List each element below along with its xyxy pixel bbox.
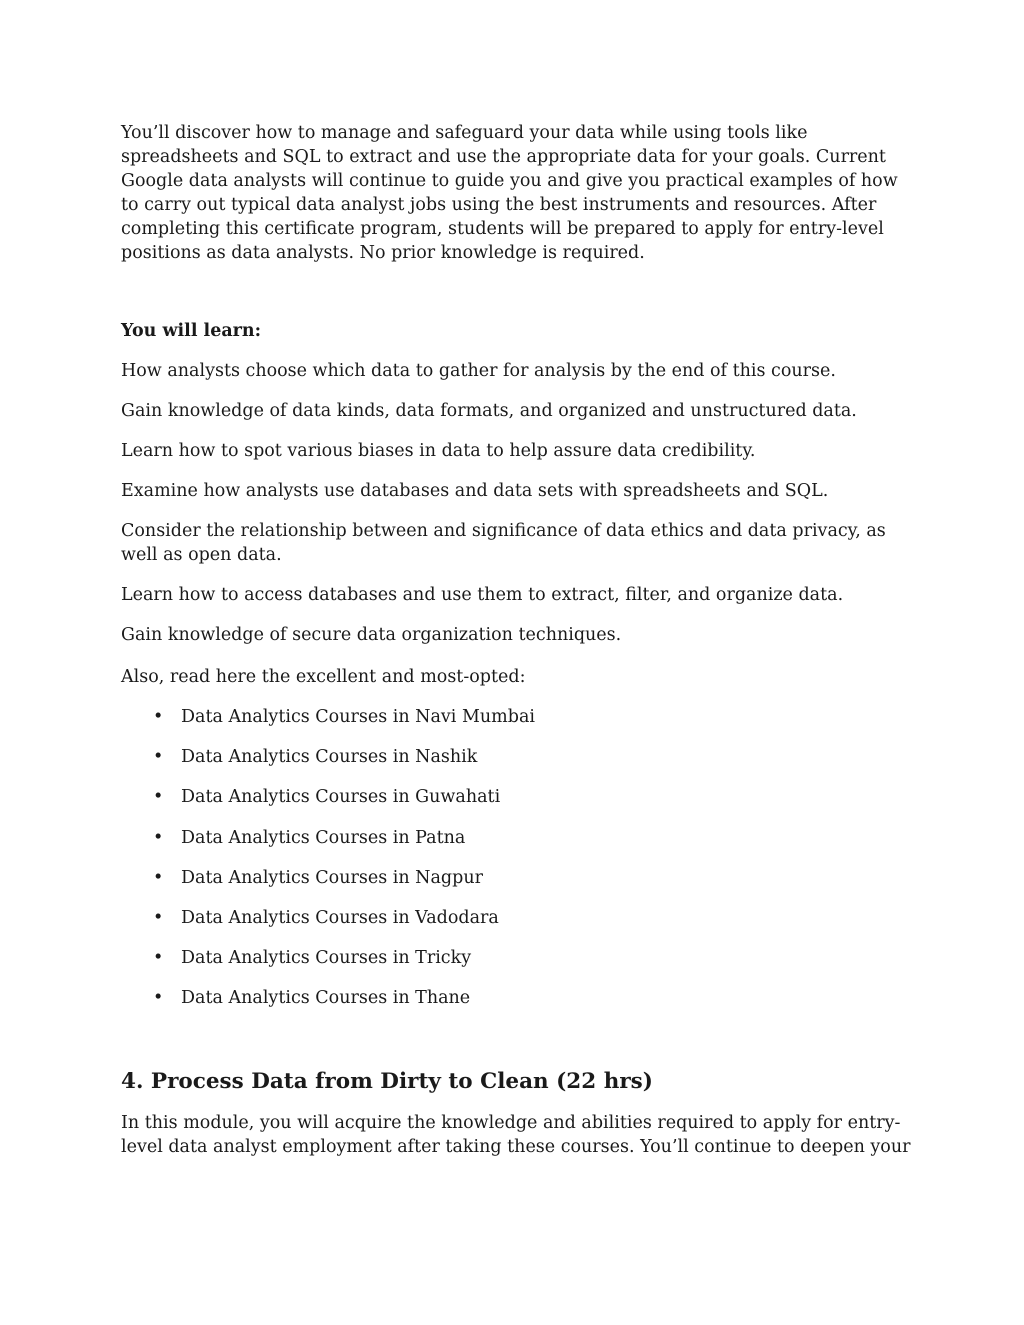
section-body: In this module, you will acquire the knowledge and abilities required to apply for entry-level data analyst employment after taking these courses. You’ll continue to deepen your [121, 1113, 911, 1157]
bullet-icon: • [153, 948, 164, 969]
course-link[interactable]: Data Analytics Courses in Nagpur [181, 867, 483, 888]
bullet-icon: • [153, 988, 164, 1009]
course-link[interactable]: Data Analytics Courses in Nashik [181, 747, 478, 768]
course-list-item[interactable] [121, 785, 535, 809]
bullet-icon: • [153, 747, 164, 768]
section-heading: 4. Process Data from Dirty to Clean (22 hrs) [121, 1069, 653, 1094]
course-list-item[interactable] [121, 986, 535, 1010]
course-link[interactable]: Data Analytics Courses in Tricky [181, 948, 472, 969]
course-list-item[interactable] [121, 866, 535, 890]
bullet-icon: • [153, 827, 164, 848]
course-list-item[interactable] [121, 705, 535, 729]
bullet-icon: • [153, 867, 164, 888]
bullet-icon: • [153, 707, 164, 727]
bullet-icon: • [153, 787, 164, 808]
course-link[interactable]: Data Analytics Courses in Thane [181, 988, 471, 1009]
course-list-item[interactable] [121, 826, 535, 850]
learn-heading: You will learn: [121, 321, 262, 341]
course-list-item[interactable] [121, 745, 535, 769]
learn-item: How analysts choose which data to gather for analysis by the end of this course. [121, 361, 836, 381]
learn-item: Consider the relationship between and significance of data ethics and data privacy, as well as open data. [121, 521, 886, 565]
learn-list [121, 359, 911, 663]
courses-list [121, 705, 535, 1027]
course-link[interactable]: Data Analytics Courses in Guwahati [181, 787, 501, 808]
learn-item: Learn how to access databases and use them to extract, filter, and organize data. [121, 585, 844, 605]
document-page [121, 121, 911, 1157]
course-list-item[interactable] [121, 906, 535, 930]
intro-paragraph: You’ll discover how to manage and safeguard your data while using tools like spreadsheets and SQL to extract and use the appropriate data for your goals. Current Google data analysts will continue to guide you and give you practical examples of how to carry out typical data analyst jobs using the best instruments and resources. After completing this certificate program, students will be prepared to apply for entry-level positions as data analysts. No prior knowledge is required. [121, 123, 898, 263]
course-link[interactable]: Data Analytics Courses in Vadodara [181, 907, 499, 928]
learn-item: Examine how analysts use databases and data sets with spreadsheets and SQL. [121, 481, 829, 501]
course-link[interactable]: Data Analytics Courses in Navi Mumbai [181, 707, 535, 727]
learn-item: Gain knowledge of secure data organization techniques. [121, 625, 622, 645]
bullet-icon: • [153, 907, 164, 928]
learn-item: Gain knowledge of data kinds, data formats, and organized and unstructured data. [121, 401, 857, 421]
also-read-text: Also, read here the excellent and most-opted: [121, 667, 526, 687]
learn-item: Learn how to spot various biases in data to help assure data credibility. [121, 441, 756, 461]
course-list-item[interactable] [121, 946, 535, 970]
course-link[interactable]: Data Analytics Courses in Patna [181, 827, 466, 848]
